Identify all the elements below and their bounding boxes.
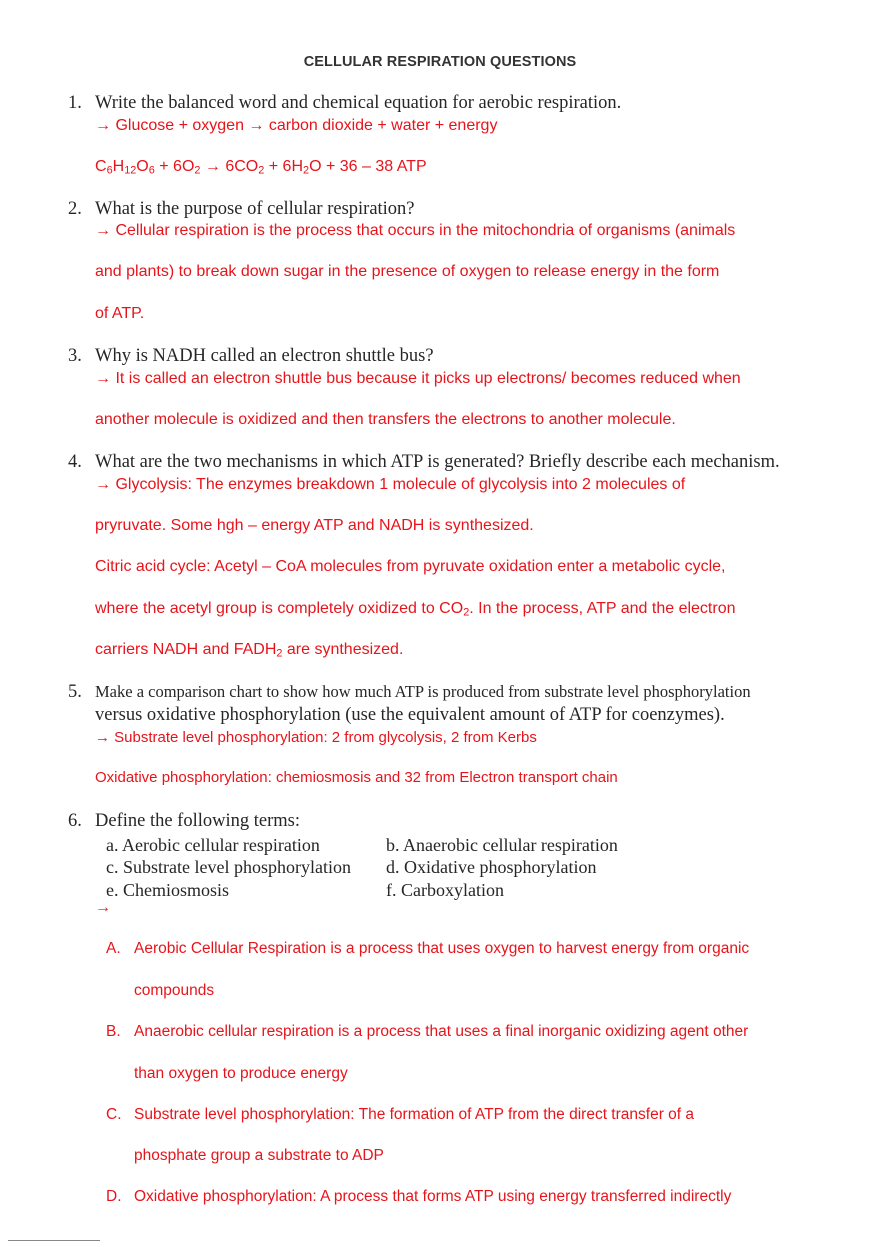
formula-subscript: 12 <box>124 164 137 177</box>
answer-text: carriers NADH and FADH <box>95 641 277 658</box>
question-text: Define the following terms: <box>95 811 300 831</box>
question-6 <box>68 811 300 832</box>
answer-text: carbon dioxide + water + energy <box>264 117 498 134</box>
definition-text: compounds <box>134 982 215 999</box>
question-5 <box>68 682 751 703</box>
term-f: f. Carboxylation <box>386 880 504 900</box>
term-b: b. Anaerobic cellular respiration <box>386 835 618 855</box>
arrow-icon: → <box>248 117 265 134</box>
answer-line: Oxidative phosphorylation: chemiosmosis and 32 from Electron transport chain <box>95 769 618 786</box>
definition-text: Substrate level phosphorylation: The formation of ATP from the direct transfer of a <box>134 1106 695 1123</box>
question-text: versus oxidative phosphorylation (use the equivalent amount of ATP for coenzymes). <box>95 705 725 725</box>
formula-part: + 6H <box>264 158 303 175</box>
answer-line: → Glycolysis: The enzymes breakdown 1 molecule of glycolysis into 2 molecules of <box>95 476 686 493</box>
formula-part: C <box>95 158 107 175</box>
question-number: 1. <box>68 93 82 113</box>
definition-letter: C. <box>106 1106 122 1123</box>
footer-divider <box>8 1240 100 1241</box>
term-e: e. Chemiosmosis <box>106 880 230 900</box>
definition-letter: A. <box>106 940 121 957</box>
answer-1-chemical-equation <box>95 158 427 176</box>
formula-subscript: 2 <box>276 647 283 660</box>
definition-text: Aerobic Cellular Respiration is a process that uses oxygen to harvest energy from organic <box>134 940 750 957</box>
definition-d <box>106 1188 731 1206</box>
answer-line: → Cellular respiration is the process that occurs in the mitochondria of organisms (animals <box>95 222 736 239</box>
definition-text: phosphate group a substrate to ADP <box>134 1147 384 1164</box>
arrow-icon: → <box>95 899 111 916</box>
question-number: 4. <box>68 452 82 472</box>
definition-text: than oxygen to produce energy <box>134 1065 348 1082</box>
formula-subscript: 6 <box>106 164 113 177</box>
answer-line: Citric acid cycle: Acetyl – CoA molecules from pyruvate oxidation enter a metabolic cycle, <box>95 558 726 575</box>
question-2 <box>68 199 415 220</box>
question-3 <box>68 346 434 367</box>
answer-text: are synthesized. <box>282 641 404 658</box>
answer-line <box>95 641 403 659</box>
definition-letter: D. <box>106 1188 122 1205</box>
question-text: What is the purpose of cellular respiration? <box>95 199 415 219</box>
page-title: CELLULAR RESPIRATION QUESTIONS <box>303 54 577 70</box>
question-number: 5. <box>68 682 82 702</box>
question-number: 6. <box>68 811 82 831</box>
question-number: 2. <box>68 199 82 219</box>
definition-a <box>106 940 749 958</box>
term-d: d. Oxidative phosphorylation <box>386 857 597 877</box>
formula-subscript: 2 <box>194 164 201 177</box>
question-text: Why is NADH called an electron shuttle bus? <box>95 346 434 366</box>
question-number: 3. <box>68 346 82 366</box>
answer-text: → Glucose + oxygen <box>95 117 249 134</box>
answer-text: . In the process, ATP and the electron <box>469 600 736 617</box>
arrow-icon: → <box>200 158 226 175</box>
definition-b <box>106 1023 748 1041</box>
formula-part: O + 36 – 38 ATP <box>309 158 427 175</box>
answer-line: another molecule is oxidized and then transfers the electrons to another molecule. <box>95 411 676 428</box>
formula-subscript: 2 <box>463 606 470 619</box>
question-1 <box>68 93 621 114</box>
definition-letter: B. <box>106 1023 121 1040</box>
formula-part: O <box>136 158 149 175</box>
definition-c <box>106 1106 694 1124</box>
answer-line <box>95 600 735 618</box>
answer-line: and plants) to break down sugar in the presence of oxygen to release energy in the form <box>95 263 720 280</box>
definition-text: Anaerobic cellular respiration is a process that uses a final inorganic oxidizing agent other <box>134 1023 749 1040</box>
formula-part: H <box>112 158 125 175</box>
definition-text: Oxidative phosphorylation: A process that forms ATP using energy transferred indirectly <box>134 1188 732 1205</box>
question-text: What are the two mechanisms in which ATP is generated? Briefly describe each mechanism. <box>95 452 780 472</box>
formula-part: + 6O <box>154 158 195 175</box>
answer-1-word-equation <box>95 117 497 135</box>
formula-subscript: 2 <box>303 164 310 177</box>
question-4 <box>68 452 780 473</box>
answer-line: → It is called an electron shuttle bus because it picks up electrons/ becomes reduced when <box>95 370 741 387</box>
term-a: a. Aerobic cellular respiration <box>106 835 320 855</box>
term-c: c. Substrate level phosphorylation <box>106 857 351 877</box>
answer-line: pryruvate. Some hgh – energy ATP and NADH is synthesized. <box>95 517 534 534</box>
formula-subscript: 2 <box>258 164 265 177</box>
formula-part: 6CO <box>225 158 259 175</box>
answer-line: of ATP. <box>95 305 145 322</box>
answer-text: where the acetyl group is completely oxidized to CO <box>95 600 464 617</box>
question-text: Write the balanced word and chemical equation for aerobic respiration. <box>95 93 622 113</box>
answer-line: → Substrate level phosphorylation: 2 from glycolysis, 2 from Kerbs <box>95 729 537 746</box>
question-text: Make a comparison chart to show how much ATP is produced from substrate level phosphorylation <box>95 682 751 701</box>
formula-subscript: 6 <box>148 164 155 177</box>
